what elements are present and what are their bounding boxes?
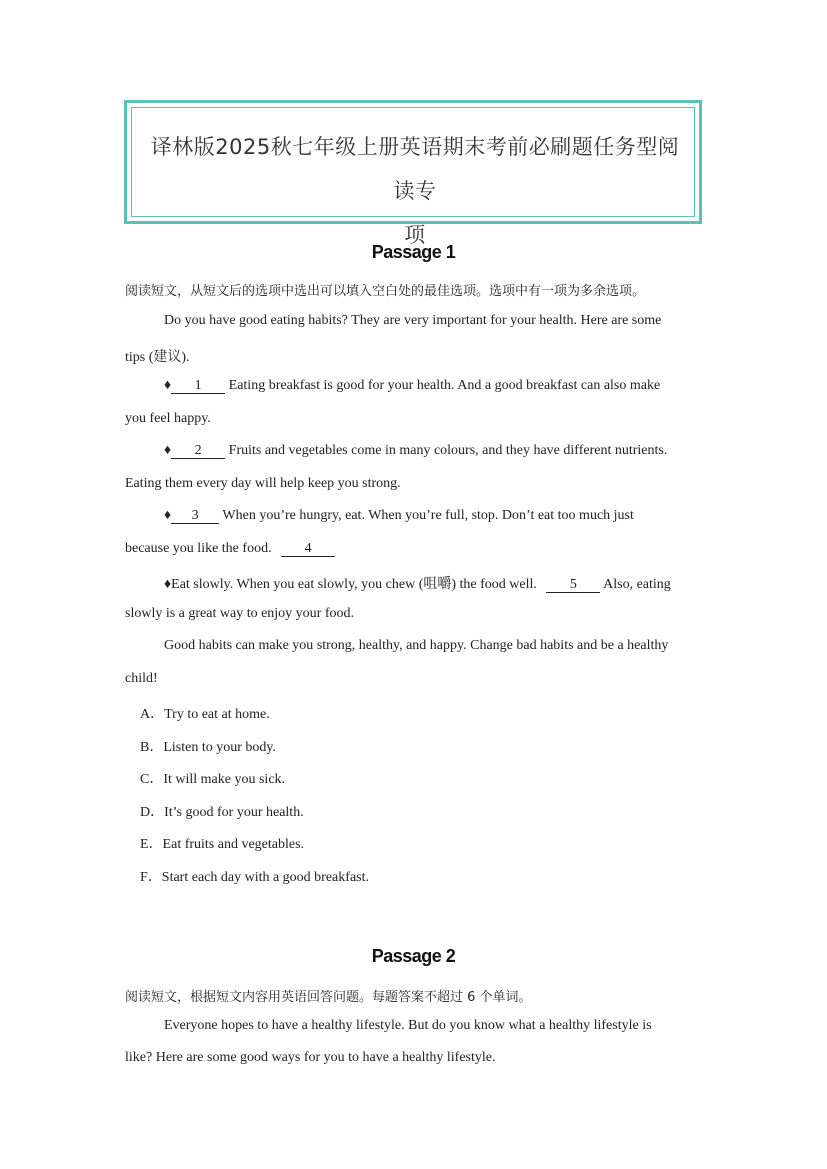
- blank-4[interactable]: 4: [281, 541, 335, 557]
- passage1-heading: Passage 1: [371, 242, 456, 262]
- blank-3[interactable]: 3: [171, 508, 219, 524]
- option-e[interactable]: E．Eat fruits and vegetables.: [140, 837, 305, 852]
- tip1-line1: [164, 378, 702, 394]
- tip3-line1: [164, 508, 702, 524]
- tip3-text-cont: because you like the food.: [125, 541, 272, 556]
- option-a[interactable]: A．Try to eat at home.: [140, 707, 270, 722]
- closing-line1: Good habits can make you strong, healthy, and happy. Change bad habits and be a healthy: [164, 638, 669, 653]
- tip3-line2: [125, 541, 703, 557]
- tip2-text: Fruits and vegetables come in many colours, and they have different nutrients.: [228, 443, 668, 458]
- passage1-intro-line1: Do you have good eating habits? They are very important for your health. Here are some: [164, 313, 662, 328]
- blank-2[interactable]: 2: [171, 443, 225, 459]
- bullet-icon: ♦: [164, 443, 172, 458]
- passage1-intro-line2: tips (建议).: [125, 350, 190, 365]
- tip4-line2: slowly is a great way to enjoy your food.: [125, 606, 355, 621]
- tip4-text-end: Also, eating: [603, 577, 671, 592]
- tip2-line2: Eating them every day will help keep you strong.: [125, 476, 401, 491]
- option-f[interactable]: F．Start each day with a good breakfast.: [140, 870, 369, 885]
- passage2-intro-line1: Everyone hopes to have a healthy lifestyle. But do you know what a healthy lifestyle is: [164, 1018, 652, 1033]
- tip3-text: When you’re hungry, eat. When you’re full, stop. Don’t eat too much just: [222, 508, 634, 523]
- passage2-instruction: 阅读短文，根据短文内容用英语回答问题。每题答案不超过 6 个单词。: [125, 990, 532, 1005]
- tip4-text: Eat slowly. When you eat slowly, you chew (咀嚼) the food well.: [171, 577, 537, 592]
- closing-line2: child!: [125, 671, 158, 686]
- passage2-intro-line2: like? Here are some good ways for you to have a healthy lifestyle.: [125, 1050, 496, 1065]
- blank-1[interactable]: 1: [171, 378, 225, 394]
- tip1-text: Eating breakfast is good for your health. And a good breakfast can also make: [228, 378, 661, 393]
- passage1-instruction: 阅读短文，从短文后的选项中选出可以填入空白处的最佳选项。选项中有一项为多余选项。: [125, 284, 646, 299]
- option-d[interactable]: D．It’s good for your health.: [140, 805, 304, 820]
- passage2-heading: Passage 2: [371, 946, 456, 966]
- option-b[interactable]: B．Listen to your body.: [140, 740, 276, 755]
- document-title: [141, 125, 689, 257]
- title-box: [124, 100, 702, 247]
- blank-5[interactable]: 5: [546, 577, 600, 593]
- tip4-line1: [164, 573, 702, 593]
- title-line-1: 译林版2025秋七年级上册英语期末考前必刷题任务型阅读专: [150, 135, 680, 203]
- bullet-icon: ♦: [164, 508, 172, 523]
- title-line-2: 项: [404, 223, 426, 247]
- tip2-line1: [164, 443, 702, 459]
- bullet-icon: ♦: [164, 378, 172, 393]
- bullet-icon: ♦: [164, 577, 172, 592]
- option-c[interactable]: C．It will make you sick.: [140, 772, 286, 787]
- tip1-line2: you feel happy.: [125, 411, 211, 426]
